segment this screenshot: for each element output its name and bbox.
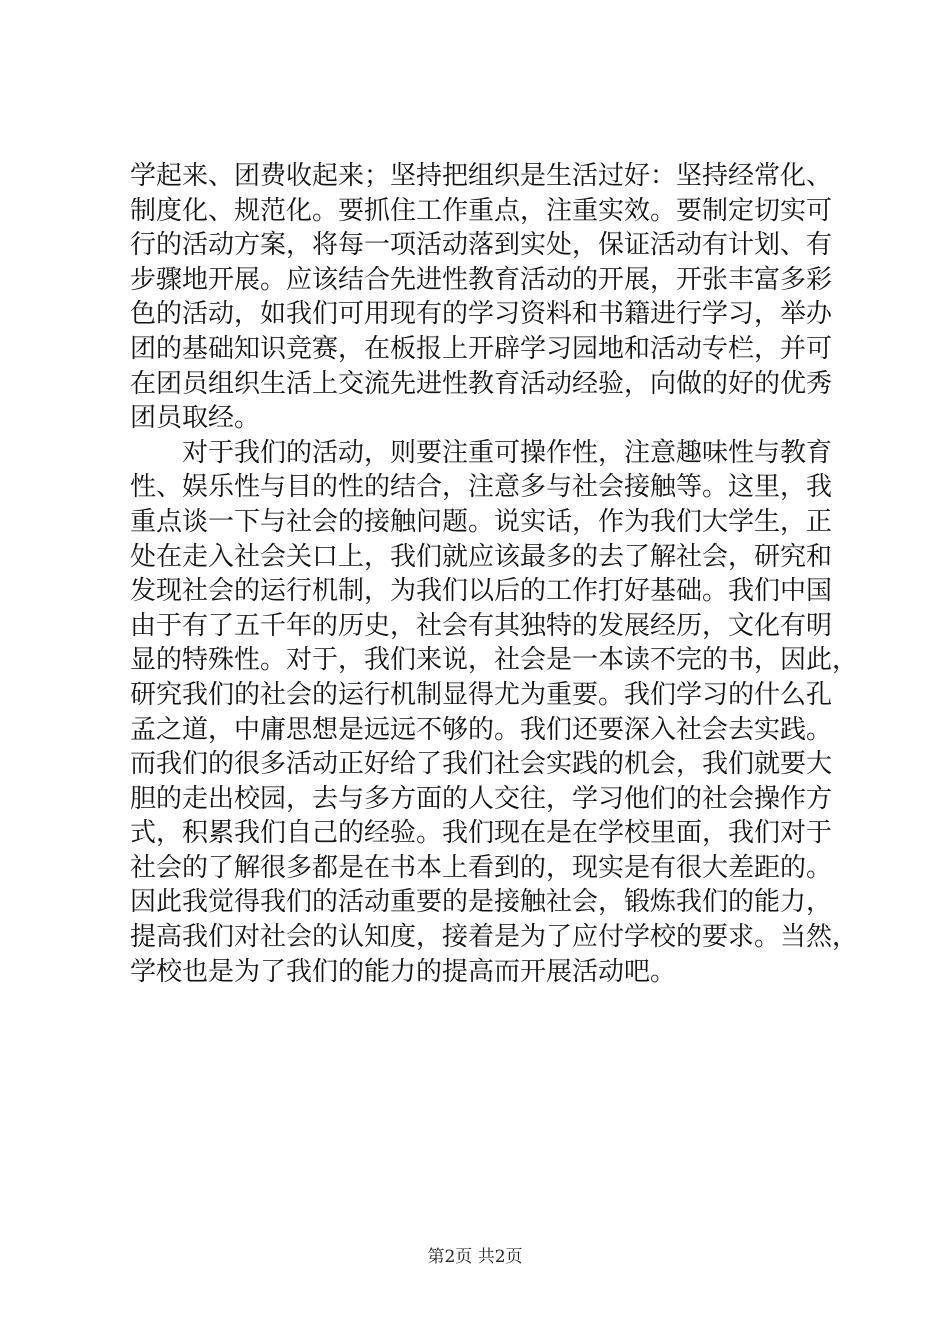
text-line: 学起来、团费收起来；坚持把组织是生活过好：坚持经常化、 <box>130 161 833 191</box>
text-line: 而我们的很多活动正好给了我们社会实践的机会，我们就要大 <box>130 749 833 780</box>
text-line: 发现社会的运行机制，为我们以后的工作打好基础。我们中国 <box>130 576 833 607</box>
text-line: 团的基础知识竞赛，在板报上开辟学习园地和活动专栏，并可 <box>130 333 833 364</box>
text-line: 学校也是为了我们的能力的提高而开展活动吧。 <box>130 956 677 987</box>
text-line: 显的特殊性。对于，我们来说，社会是一本读不完的书，因此， <box>130 645 859 676</box>
text-line: 孟之道，中庸思想是远远不够的。我们还要深入社会去实践。 <box>130 714 833 745</box>
text-line: 对于我们的活动，则要注重可操作性，注意趣味性与教育 <box>130 437 833 468</box>
text-line: 由于有了五千年的历史，社会有其独特的发展经历，文化有明 <box>130 610 833 641</box>
text-line: 在团员组织生活上交流先进性教育活动经验，向做的好的优秀 <box>130 368 833 399</box>
text-line: 式，积累我们自己的经验。我们现在是在学校里面，我们对于 <box>130 818 833 849</box>
text-line: 性、娱乐性与目的性的结合，注意多与社会接触等。这里，我 <box>130 472 833 503</box>
text-line: 提高我们对社会的认知度，接着是为了应付学校的要求。当然， <box>130 922 859 953</box>
document-body <box>130 159 859 989</box>
text-line: 步骤地开展。应该结合先进性教育活动的开展，开张丰富多彩 <box>130 264 833 295</box>
text-line: 制度化、规范化。要抓住工作重点，注重实效。要制定切实可 <box>130 195 833 226</box>
text-line: 研究我们的社会的运行机制显得尤为重要。我们学习的什么孔 <box>130 679 833 710</box>
text-line: 色的活动，如我们可用现有的学习资料和书籍进行学习，举办 <box>130 299 833 330</box>
text-line: 团员取经。 <box>130 403 261 434</box>
page-footer: 第2页 共2页 <box>427 1247 523 1267</box>
text-line: 重点谈一下与社会的接触问题。说实话，作为我们大学生，正 <box>130 506 833 537</box>
text-line: 行的活动方案，将每一项活动落到实处，保证活动有计划、有 <box>130 230 833 261</box>
text-line: 因此我觉得我们的活动重要的是接触社会，锻炼我们的能力， <box>130 887 833 918</box>
text-line: 处在走入社会关口上，我们就应该最多的去了解社会，研究和 <box>130 541 833 572</box>
text-line: 社会的了解很多都是在书本上看到的，现实是有很大差距的。 <box>130 852 833 883</box>
text-line: 胆的走出校园，去与多方面的人交往，学习他们的社会操作方 <box>130 783 833 814</box>
